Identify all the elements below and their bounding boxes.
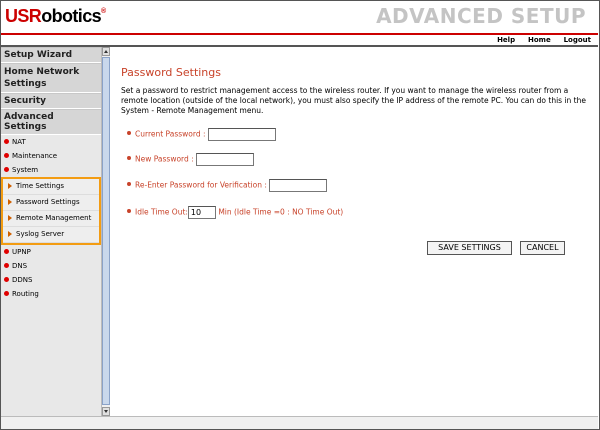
- bullet-icon: [4, 249, 9, 254]
- scroll-down-icon[interactable]: [102, 407, 110, 416]
- header: [1, 1, 598, 33]
- sidebar-security[interactable]: Security: [1, 93, 101, 109]
- sidebar-item-upnp[interactable]: [1, 245, 101, 259]
- bullet-icon: [4, 263, 9, 268]
- scroll-thumb[interactable]: [102, 57, 110, 405]
- idle-timeout-suffix: Min (Idle Time =0 : NO Time Out): [218, 207, 344, 217]
- reenter-password-label: Re-Enter Password for Verification :: [135, 180, 267, 190]
- bullet-icon: [127, 131, 131, 135]
- bullet-icon: [4, 167, 9, 172]
- page-title: Password Settings: [121, 66, 221, 79]
- submenu-label: Time Settings: [16, 182, 65, 190]
- page-header-title: ADVANCED SETUP: [376, 4, 586, 28]
- bullet-icon: [127, 209, 131, 213]
- arrow-right-icon: [8, 183, 12, 189]
- idle-timeout-input[interactable]: [188, 206, 216, 219]
- bullet-icon: [4, 153, 9, 158]
- help-link[interactable]: Help: [497, 36, 516, 44]
- current-password-input[interactable]: [208, 128, 276, 141]
- arrow-right-icon: [8, 215, 12, 221]
- sidebar-scrollbar[interactable]: [101, 47, 110, 416]
- intro-text: Set a password to restrict management access to the wireless router. If you want to manage the wireless router from a remote location (outside of the local network), you must also specify the IP address of the remote PC. You can do this in the System - Remote Management menu.: [121, 86, 586, 115]
- usrobotics-logo: [5, 6, 106, 27]
- submenu-label: Syslog Server: [16, 230, 65, 238]
- logo-mark: USR: [5, 6, 42, 26]
- system-submenu: [1, 177, 101, 245]
- logout-link[interactable]: Logout: [563, 36, 591, 44]
- sidebar-item-label: DDNS: [12, 276, 33, 284]
- reenter-password-input[interactable]: [269, 179, 327, 192]
- submenu-password-settings[interactable]: [3, 195, 99, 211]
- status-bar: [1, 416, 598, 429]
- submenu-label: Remote Management: [16, 214, 92, 222]
- current-password-row: [135, 128, 276, 141]
- scroll-up-icon[interactable]: [102, 47, 110, 56]
- sidebar-item-system[interactable]: [1, 163, 101, 177]
- new-password-input[interactable]: [196, 153, 254, 166]
- sidebar-home-network[interactable]: Home Network Settings: [1, 63, 101, 93]
- sidebar-item-nat[interactable]: [1, 135, 101, 149]
- cancel-button[interactable]: CANCEL: [520, 241, 565, 255]
- bullet-icon: [127, 156, 131, 160]
- sidebar-item-label: DNS: [12, 262, 28, 270]
- reenter-password-row: [135, 179, 327, 192]
- sidebar-item-maintenance[interactable]: [1, 149, 101, 163]
- idle-timeout-label: Idle Time Out:: [135, 207, 188, 217]
- sidebar-item-label: UPNP: [12, 248, 31, 256]
- main-content: [111, 47, 598, 416]
- logo-registered: ®: [101, 8, 106, 15]
- sidebar-item-label: Routing: [12, 290, 39, 298]
- submenu-time-settings[interactable]: [3, 179, 99, 195]
- submenu-syslog-server[interactable]: [3, 227, 99, 243]
- bullet-icon: [4, 277, 9, 282]
- bullet-icon: [4, 291, 9, 296]
- sidebar-item-dns[interactable]: [1, 259, 101, 273]
- new-password-row: [135, 153, 254, 166]
- bullet-icon: [4, 139, 9, 144]
- current-password-label: Current Password :: [135, 129, 206, 139]
- new-password-label: New Password :: [135, 154, 194, 164]
- sidebar-item-label: NAT: [12, 138, 26, 146]
- bullet-icon: [127, 182, 131, 186]
- sidebar: [1, 47, 101, 416]
- save-settings-button[interactable]: SAVE SETTINGS: [427, 241, 512, 255]
- submenu-remote-management[interactable]: [3, 211, 99, 227]
- sidebar-item-ddns[interactable]: [1, 273, 101, 287]
- top-nav: [1, 35, 598, 45]
- arrow-right-icon: [8, 231, 12, 237]
- idle-timeout-row: [135, 206, 343, 219]
- submenu-label: Password Settings: [16, 198, 80, 206]
- sidebar-setup-wizard[interactable]: Setup Wizard: [1, 47, 101, 63]
- sidebar-item-routing[interactable]: [1, 287, 101, 301]
- sidebar-advanced[interactable]: Advanced Settings: [1, 109, 101, 135]
- arrow-right-icon: [8, 199, 12, 205]
- sidebar-item-label: Maintenance: [12, 152, 58, 160]
- sidebar-item-label: System: [12, 166, 39, 174]
- logo-text: obotics: [41, 6, 102, 26]
- home-link[interactable]: Home: [527, 36, 551, 44]
